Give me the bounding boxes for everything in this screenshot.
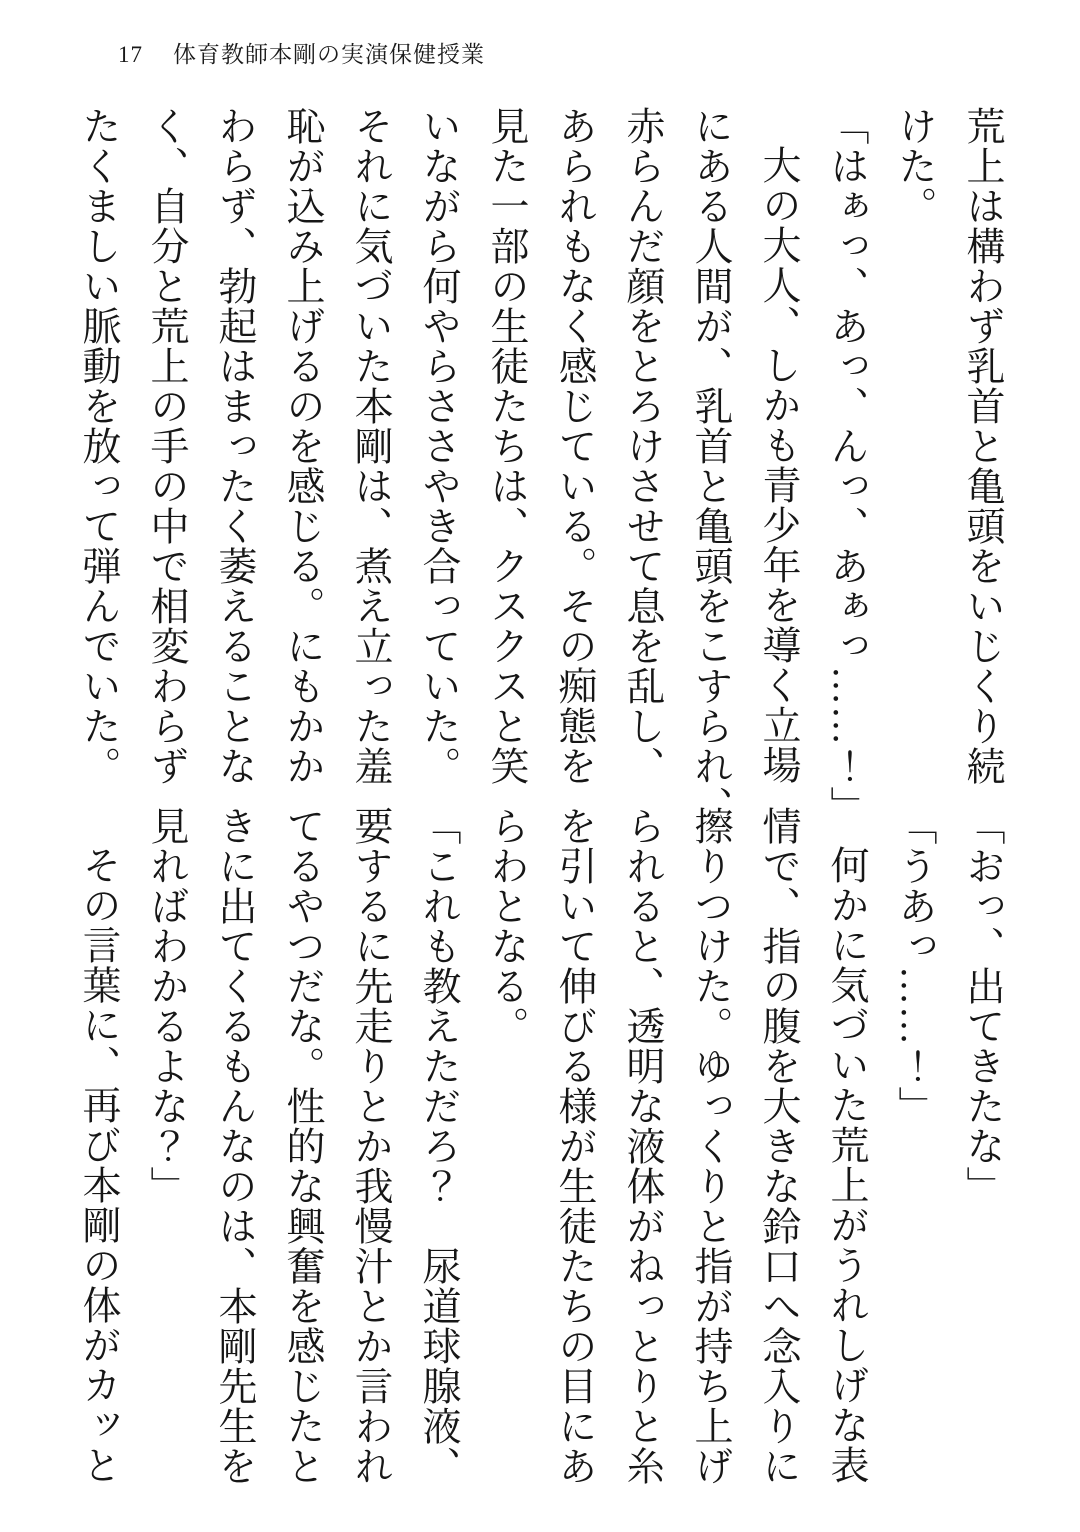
top-text-block — [64, 106, 1016, 826]
text-line: を引いて伸びる様が生徒たちの目にあ — [553, 806, 596, 1486]
text-line: 見ればわかるよな？」 — [145, 806, 188, 1206]
text-line: けた。 — [893, 106, 936, 226]
text-line: 擦りつけた。ゆっくりと指が持ち上げ — [689, 806, 732, 1486]
text-line: く、自分と荒上の手の中で相変わらず — [145, 106, 188, 786]
text-line: 大の大人、しかも青少年を導く立場 — [757, 145, 800, 785]
text-line: 「はぁっ、あっ、んっ、あぁっ……！」 — [825, 106, 868, 826]
running-header — [118, 36, 485, 69]
text-line: 「おっ、出てきたな」 — [961, 806, 1004, 1206]
text-line: その言葉に、再び本剛の体がカッと — [77, 845, 120, 1485]
text-line: 見た一部の生徒たちは、クスクスと笑 — [485, 106, 528, 786]
text-line: わらず、勃起はまったく萎えることな — [213, 106, 256, 786]
text-line: 情で、指の腹を大きな鈴口へ念入りに — [757, 806, 800, 1486]
text-line: たくましい脈動を放って弾んでいた。 — [77, 106, 120, 786]
page-number: 17 — [118, 42, 143, 67]
text-line: それに気づいた本剛は、煮え立った羞 — [349, 106, 392, 786]
text-line: らわとなる。 — [485, 806, 528, 1046]
text-line: 「うあっ……！」 — [893, 806, 936, 1126]
running-title: 体育教師本剛の実演保健授業 — [173, 42, 485, 67]
text-line: 荒上は構わず乳首と亀頭をいじくり続 — [961, 106, 1004, 786]
text-line: 「これも教えただろ？ 尿道球腺液、 — [417, 806, 460, 1486]
text-line: 何かに気づいた荒上がうれしげな表 — [825, 845, 868, 1485]
text-line: 恥が込み上げるのを感じる。にもかか — [281, 106, 324, 786]
text-line: きに出てくるもんなのは、本剛先生を — [213, 806, 256, 1486]
text-line: あられもなく感じている。その痴態を — [553, 106, 596, 786]
text-line: 赤らんだ顔をとろけさせて息を乱し、 — [621, 106, 664, 786]
text-line: にある人間が、乳首と亀頭をこすられ、 — [689, 106, 732, 826]
text-line: いながら何やらささやき合っていた。 — [417, 106, 460, 786]
text-line: 要するに先走りとか我慢汁とか言われ — [349, 806, 392, 1486]
text-line: てるやつだな。性的な興奮を感じたと — [281, 806, 324, 1486]
bottom-text-block — [64, 806, 1016, 1486]
text-line: られると、透明な液体がねっとりと糸 — [621, 806, 664, 1486]
